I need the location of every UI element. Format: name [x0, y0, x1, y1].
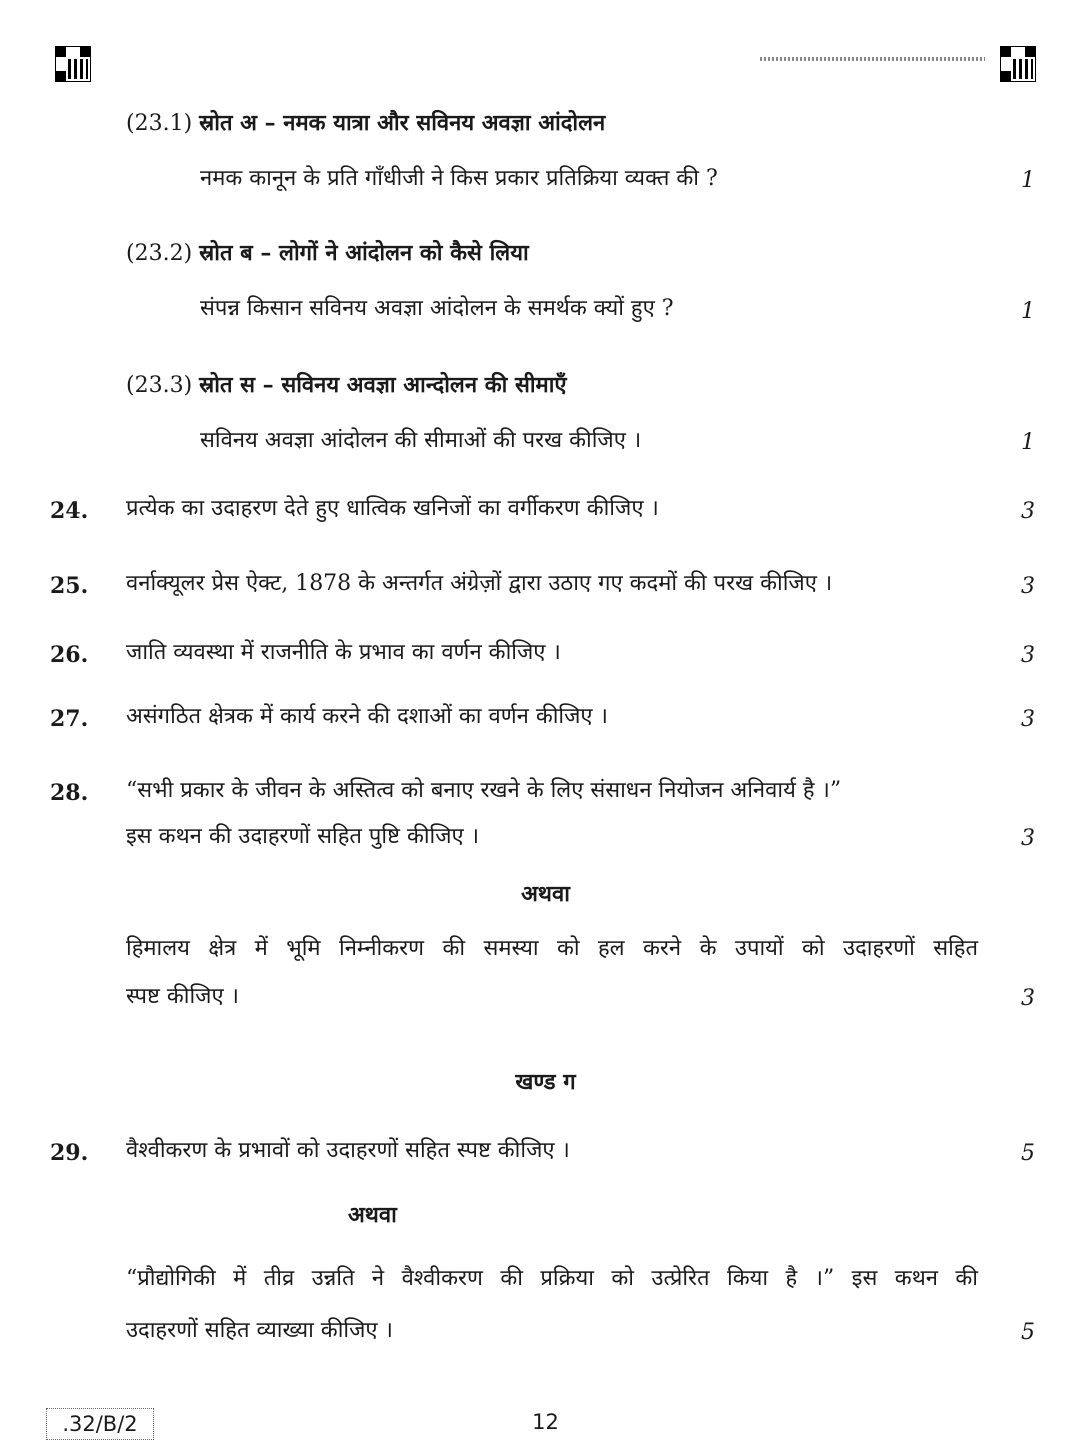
marks: 3	[1021, 574, 1035, 599]
marks: 3	[1021, 643, 1035, 668]
microtext-strip	[760, 57, 985, 61]
question-number: 27.	[50, 706, 89, 732]
alternate-question-line: उदाहरणों सहित व्याख्या कीजिए ।	[126, 1318, 393, 1343]
marks: 5	[1021, 1141, 1035, 1166]
marks: 3	[1021, 499, 1035, 524]
marks: 1	[1021, 299, 1035, 324]
source-title: स्रोत अ – नमक यात्रा और सविनय अवज्ञा आंदोलन	[199, 110, 606, 136]
source-title: स्रोत ब – लोगों ने आंदोलन को कैसे लिया	[199, 240, 529, 266]
marks: 1	[1021, 430, 1035, 455]
marks: 3	[1021, 826, 1035, 851]
source-b-heading	[126, 238, 529, 269]
alternate-question-line: हिमालय क्षेत्र में भूमि निम्नीकरण की समस्या को हल करने के उपायों को उदाहरणों सहित	[126, 936, 978, 961]
qr-code-icon	[1000, 46, 1036, 82]
marks: 1	[1021, 168, 1035, 193]
alternate-question-line: स्पष्ट कीजिए ।	[126, 984, 240, 1009]
section-heading: खण्ड ग	[515, 1069, 576, 1095]
question-text: नमक कानून के प्रति गाँधीजी ने किस प्रकार प्रतिक्रिया व्यक्त की ?	[200, 166, 718, 191]
question-text: असंगठित क्षेत्रक में कार्य करने की दशाओं का वर्णन कीजिए ।	[126, 704, 608, 729]
marks: 3	[1021, 986, 1035, 1011]
question-text: वर्नाक्यूलर प्रेस ऐक्ट, 1878 के अन्तर्गत अंग्रेज़ों द्वारा उठाए गए कदमों की परख कीजिए ।	[126, 571, 833, 596]
source-title: स्रोत स – सविनय अवज्ञा आन्दोलन की सीमाएँ	[199, 372, 567, 398]
question-text: संपन्न किसान सविनय अवज्ञा आंदोलन के समर्थक क्यों हुए ?	[200, 296, 674, 321]
sub-question-number: (23.3)	[126, 373, 193, 398]
question-text-line: इस कथन की उदाहरणों सहित पुष्टि कीजिए ।	[126, 824, 480, 849]
question-text: प्रत्येक का उदाहरण देते हुए धात्विक खनिजों का वर्गीकरण कीजिए ।	[126, 496, 659, 521]
question-number: 25.	[50, 573, 89, 599]
paper-code: .32/B/2	[46, 1408, 154, 1440]
question-number: 28.	[50, 780, 89, 806]
sub-question-number: (23.1)	[126, 111, 193, 136]
marks: 3	[1021, 707, 1035, 732]
question-number: 29.	[50, 1140, 89, 1166]
source-c-heading	[126, 370, 567, 401]
question-number: 26.	[50, 642, 89, 668]
marks: 5	[1021, 1320, 1035, 1345]
question-text: सविनय अवज्ञा आंदोलन की सीमाओं की परख कीजिए ।	[200, 428, 642, 453]
question-text: वैश्वीकरण के प्रभावों को उदाहरणों सहित स्पष्ट कीजिए ।	[126, 1138, 570, 1163]
question-text-line: “सभी प्रकार के जीवन के अस्तित्व को बनाए रखने के लिए संसाधन नियोजन अनिवार्य है ।”	[126, 778, 842, 803]
question-number: 24.	[50, 498, 89, 524]
sub-question-number: (23.2)	[126, 241, 193, 266]
or-label: अथवा	[521, 881, 570, 907]
page-number: 12	[532, 1410, 559, 1434]
or-label: अथवा	[348, 1202, 397, 1228]
question-text: जाति व्यवस्था में राजनीति के प्रभाव का वर्णन कीजिए ।	[126, 640, 561, 665]
source-a-heading	[126, 108, 605, 139]
qr-code-icon	[55, 46, 91, 82]
alternate-question-line: “प्रौद्योगिकी में तीव्र उन्नति ने वैश्वीकरण की प्रक्रिया को उत्प्रेरित किया है ।” इस कथन की	[126, 1266, 978, 1291]
